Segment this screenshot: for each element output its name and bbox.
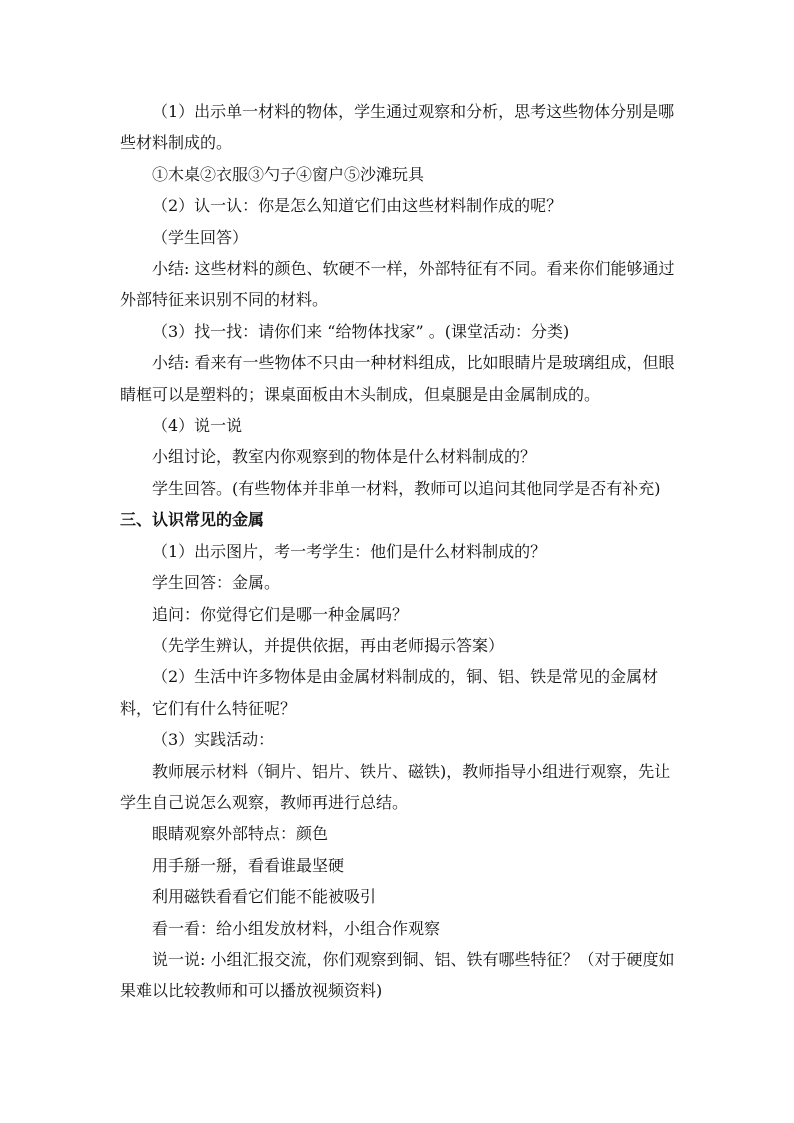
paragraph-object-list: ①木桌②衣服③勺子④窗户⑤沙滩玩具: [152, 164, 425, 184]
paragraph-identify-first: （先学生辨认，并提供依据，再由老师揭示答案）: [152, 635, 505, 655]
paragraph-magnet: 利用磁铁看看它们能不能被吸引: [152, 887, 377, 907]
paragraph-bend: 用手掰一掰，看看谁最坚硬: [152, 855, 345, 875]
paragraph-say: （4）说一说: [152, 416, 243, 436]
paragraph-student-answer-2: 学生回答。(有些物体并非单一材料，教师可以追问其他同学是否有补充): [152, 478, 661, 498]
paragraph-group-discussion: 小组讨论，教室内你观察到的物体是什么材料制成的？: [152, 447, 537, 467]
paragraph-common-metals: （2）生活中许多物体是由金属材料制成的，铜、铝、铁是常见的金属材料，它们有什么特征呢？: [120, 667, 659, 718]
paragraph-student-answer: （学生回答）: [152, 227, 249, 247]
document-body: [120, 96, 680, 1007]
paragraph-find: （3）找一找：请你们来 “给物体找家” 。(课堂活动：分类): [152, 321, 570, 341]
section-heading-metals: 三、认识常见的金属: [120, 510, 265, 530]
paragraph-observe-color: 眼睛观察外部特点：颜色: [152, 824, 329, 844]
paragraph-answer-metal: 学生回答：金属。: [152, 573, 281, 593]
paragraph-summary-2: 小结: 看来有一些物体不只由一种材料组成，比如眼睛片是玻璃组成，但眼睛框可以是塑料的；课桌面板由木头制成，但桌腿是由金属制成的。: [120, 353, 675, 404]
paragraph-show-materials: 教师展示材料（铜片、铝片、铁片、磁铁)，教师指导小组进行观察，先让学生自己说怎么观察，教师再进行总结。: [120, 761, 671, 812]
paragraph-report: 说一说: 小组汇报交流，你们观察到铜、铝、铁有哪些特征？（对于硬度如果难以比较教师和可以播放视频资料): [120, 949, 675, 1001]
paragraph-follow-up: 追问：你觉得它们是哪一种金属吗？: [152, 604, 409, 624]
paragraph-show-objects: （1）出示单一材料的物体，学生通过观察和分析，思考这些物体分别是哪些材料制成的。: [120, 102, 675, 153]
paragraph-look: 看一看：给小组发放材料，小组合作观察: [152, 918, 441, 938]
paragraph-practice: （3）实践活动：: [152, 730, 275, 750]
paragraph-show-pictures: （1）出示图片，考一考学生：他们是什么材料制成的？: [152, 541, 547, 561]
paragraph-recognize: （2）认一认：你是怎么知道它们由这些材料制作成的呢？: [152, 196, 563, 216]
paragraph-summary-1: 小结: 这些材料的颜色、软硬不一样，外部特征有不同。看来你们能够通过外部特征来识别不同的材料。: [120, 259, 675, 310]
